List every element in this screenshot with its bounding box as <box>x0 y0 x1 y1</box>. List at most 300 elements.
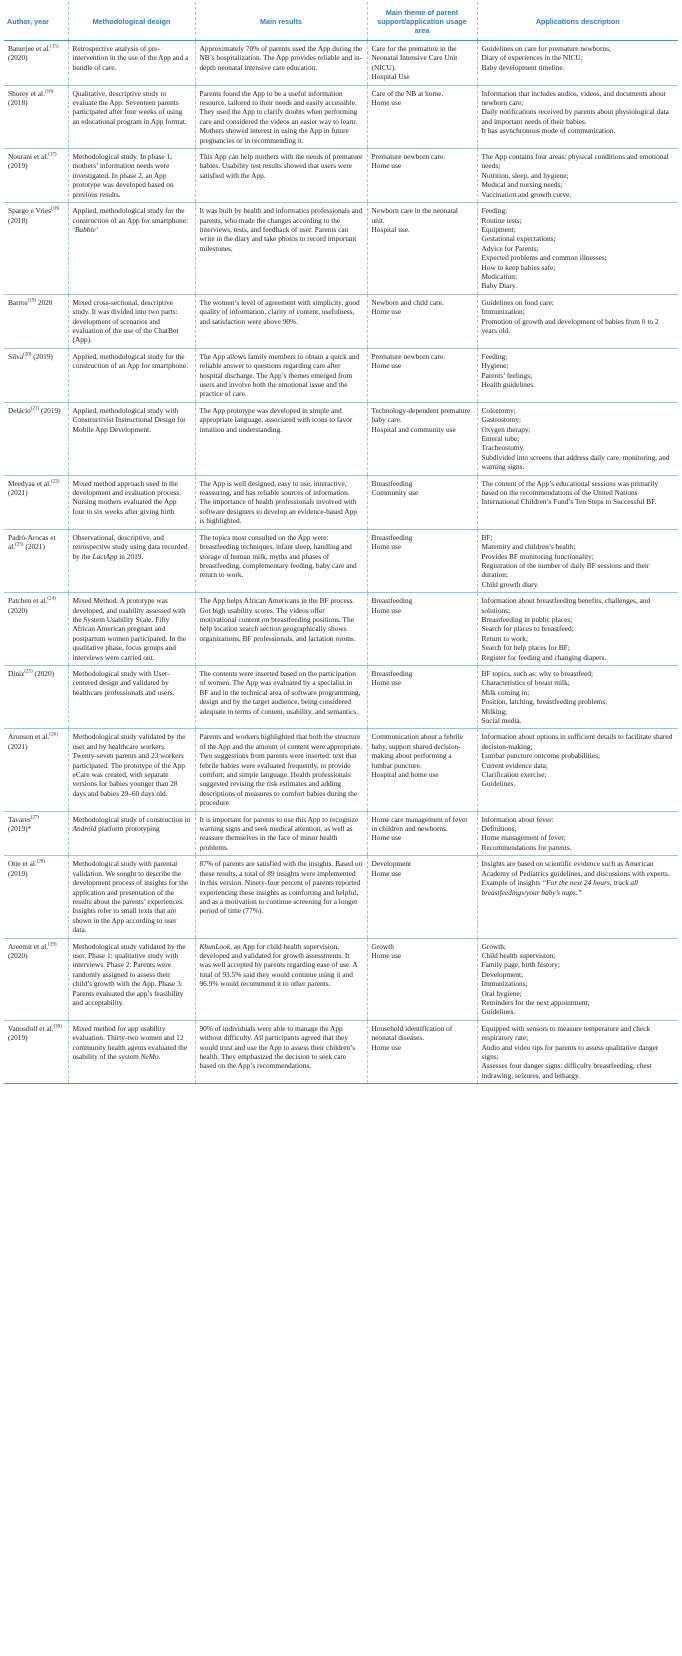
theme-line: Newborn care in the neonatal unit. <box>371 206 458 225</box>
apps-line: Child health supervision; <box>481 950 556 960</box>
theme-line: Technology-dependent premature baby care. <box>371 405 471 425</box>
text-run: Banerjee et al. <box>8 44 51 53</box>
text-run: ‘Babble’ <box>72 224 99 234</box>
design-text <box>73 732 191 798</box>
apps-line: Baby development timeline. <box>481 62 565 72</box>
text-run: Mixed method approach used in the development and evaluation process. Nursing mothers evaluated the App four to six weeks after giving birth <box>72 478 181 516</box>
apps-line: Guidelines. <box>481 1007 516 1017</box>
apps-cell <box>477 593 678 666</box>
apps-line: Immunization; <box>481 307 525 317</box>
text-run: Diniz <box>8 668 25 678</box>
author-text <box>8 89 64 108</box>
theme-line: Home use <box>371 678 402 688</box>
apps-line: Information about breastfeeding benefits, challenges, and solutions; <box>481 596 651 615</box>
apps-line: Family page, birth history; <box>481 960 560 970</box>
apps-line: The App contains four areas: physical conditions and emotional needs; <box>481 152 669 171</box>
apps-cell <box>477 203 678 295</box>
table-body <box>4 41 678 1084</box>
text-run: The contents were inserted based on the participation of women. The App was evaluated by a specialist in BF and in the technical area of software programming, design and by the target audience, being considered adequate in terms of content, usability, and semantics. <box>199 668 361 716</box>
results-cell <box>195 1020 367 1083</box>
theme-line: Home use <box>371 605 402 615</box>
text-run: Spargo e Vries <box>8 206 51 216</box>
results-cell <box>195 529 367 592</box>
apps-cell <box>477 1020 678 1083</box>
theme-cell <box>367 402 477 475</box>
text-run: Retrospective analysis of pre-intervention in the use of the App and a bundle of care. <box>72 44 189 72</box>
design-cell <box>68 475 195 529</box>
design-text <box>73 89 191 127</box>
design-cell <box>68 85 195 148</box>
text-run: Example of insights <box>481 878 543 888</box>
apps-cell <box>477 149 678 203</box>
results-text <box>200 406 363 434</box>
design-cell <box>68 938 195 1020</box>
apps-line: Current evidence data; <box>481 760 548 770</box>
author-cell <box>4 593 68 666</box>
results-cell <box>195 348 367 402</box>
apps-line: Information about options in sufficient details to facilitate shared decision-making; <box>481 732 673 751</box>
apps-line: Vaccination and growth curve. <box>481 189 572 199</box>
theme-line: Home use <box>371 307 402 317</box>
text-run: Methodological study with parental validation. We sought to describe the development process of insights for the application and presentation of the results about the parents’ experiences. Insights refer to small texts that are shown in the App according to user data. <box>72 859 189 935</box>
text-run: (2019) <box>39 405 61 415</box>
table-header <box>4 2 678 41</box>
design-cell <box>68 856 195 938</box>
apps-line: Oxygen therapy; <box>481 424 531 434</box>
design-text <box>73 596 191 662</box>
text-run: The App helps African Americans in the BF process. Got high usability scores. The videos offer motivational content on breastfeeding positions. The help location search section geographically shows organizations, BF professionals, and lactation rooms. <box>199 596 356 643</box>
apps-cell <box>477 811 678 856</box>
text-run: Meedyaa et al. <box>8 478 52 488</box>
author-cell <box>4 41 68 86</box>
text-run: Methodological study. In phase 1, mothers’ information needs were investigated. In phase 2, an App prototype was developed based on previous results. <box>72 152 174 199</box>
apps-line: Medical and nursing needs; <box>481 180 563 190</box>
text-run: (2019) <box>8 868 28 878</box>
apps-line: Development; <box>481 969 524 979</box>
apps-line: Baby Diary. <box>481 281 517 291</box>
results-cell <box>195 402 367 475</box>
author-text <box>8 44 64 63</box>
apps-line: Daily notifications received by parents about physiological data and important needs of their babies. <box>481 107 669 126</box>
theme-cell <box>367 529 477 592</box>
text-run: Android <box>72 824 97 834</box>
text-run: Approximately 70% of parents used the App during the NB’s hospitalization. The App provides reliable and in-depth neonatal intensive care education. <box>199 44 363 72</box>
text-run: Insights are based on scientific evidence such as American Academy of Pediatrics guidelines, and discussions with experts. <box>481 859 670 878</box>
results-cell <box>195 41 367 86</box>
theme-cell <box>367 811 477 856</box>
text-run: Aronson et al. <box>8 732 50 742</box>
design-text <box>73 406 191 434</box>
design-cell <box>68 593 195 666</box>
table-row <box>4 348 678 402</box>
apps-line: How to keep babies safe; <box>481 262 556 272</box>
author-cell <box>4 85 68 148</box>
apps-cell <box>477 856 678 938</box>
table-row <box>4 402 678 475</box>
theme-cell <box>367 203 477 295</box>
design-cell <box>68 729 195 811</box>
apps-line: It has asynchronous mode of communication. <box>481 126 616 136</box>
text-run: Vanosdoll et al. <box>8 1023 54 1033</box>
text-run: It is important for parents to use this App to recognize warning signs and seek medical attention, as well as reassure themselves in the face of minor health problems. <box>199 814 359 852</box>
text-run: The App is well designed, easy to use, interactive, reassuring, and has reliable sources of information. The importance of health professionals involved with software designers to develop an evidence-based App is highlighted. <box>199 478 357 526</box>
header-author-year: Author, year <box>4 2 68 41</box>
results-cell <box>195 203 367 295</box>
theme-line: Care for the premature in the Neonatal Intensive Care Unit (NICU). <box>371 44 458 72</box>
text-run: Padró-Arocas et al. <box>8 532 56 552</box>
author-cell <box>4 1020 68 1083</box>
design-cell <box>68 811 195 856</box>
apps-line: Milk coming in; <box>481 687 530 697</box>
apps-line: Guidelines. <box>481 779 516 789</box>
citation-ref: (26) <box>49 732 58 738</box>
apps-line: Recommendations for parents. <box>481 842 572 852</box>
text-run: Otte et al. <box>8 859 37 869</box>
text-run: Methodological study validated by the user. Phase 1: qualitative study with interviews. Phase 2: Parents were randomly assigned to assess their child’s growth with the App. Phase 3: Parents evaluated the app’s feasibility and acceptability. <box>72 941 186 1007</box>
theme-line: Home use <box>371 950 402 960</box>
theme-line: Home use <box>371 161 402 171</box>
apps-line: Advice for Parents; <box>481 243 539 253</box>
author-text <box>8 1024 64 1043</box>
text-run: (2020) <box>8 605 28 615</box>
author-text <box>8 669 64 678</box>
results-text <box>200 942 363 989</box>
author-cell <box>4 203 68 295</box>
results-cell <box>195 729 367 811</box>
apps-line: Social media. <box>481 716 522 725</box>
author-text <box>8 152 64 171</box>
table-row <box>4 475 678 529</box>
apps-line: Subdivided into screens that address daily care, monitoring, and warning signs. <box>481 452 670 472</box>
design-cell <box>68 402 195 475</box>
text-run: . <box>158 1052 161 1061</box>
theme-line: Growth <box>371 941 394 951</box>
apps-line: Tracheostomy. <box>481 443 525 453</box>
text-run: (2019) <box>8 1033 28 1043</box>
author-cell <box>4 475 68 529</box>
apps-line: Nutrition, sleep, and hygiene; <box>481 170 569 180</box>
results-text <box>200 815 363 853</box>
apps-line: Growth; <box>481 941 506 951</box>
table-row <box>4 529 678 592</box>
apps-cell <box>477 85 678 148</box>
apps-line: Registration of the number of daily BF sessions and their duration; <box>481 560 650 580</box>
apps-line: Lumbar puncture outcome probabilities; <box>481 751 600 761</box>
author-text <box>8 596 64 615</box>
text-run: Nourani et al. <box>8 152 49 162</box>
text-run: (2018) <box>8 98 28 108</box>
results-text <box>200 352 363 399</box>
theme-cell <box>367 1020 477 1083</box>
design-text <box>73 44 191 72</box>
theme-line: Newborn and child care. <box>371 297 444 307</box>
citation-ref: (30) <box>53 1024 62 1030</box>
author-cell <box>4 149 68 203</box>
text-run: Applied, methodological study with Constructivist Instructional Design for Mobile App Development. <box>72 405 186 434</box>
author-text <box>8 942 64 961</box>
theme-line: Hospital and community use <box>371 424 456 434</box>
apps-line: Information about fever: <box>481 814 554 824</box>
theme-cell <box>367 149 477 203</box>
apps-cell <box>477 475 678 529</box>
text-run: Observational, descriptive, and retrospective study using data recorded by the <box>72 532 188 561</box>
theme-line: Home use <box>371 542 402 552</box>
apps-line: Parents’ feelings; <box>481 370 533 380</box>
apps-line: Expected problems and common illnesses; <box>481 253 607 263</box>
apps-cell <box>477 348 678 402</box>
theme-cell <box>367 348 477 402</box>
text-run: Mixed method for app usability evaluation. Thirty-two women and 12 community health agents evaluated the usability of the system <box>72 1023 188 1061</box>
text-run: Tavares <box>8 814 31 824</box>
apps-line: Assesses four danger signs: difficulty breastfeeding, chest indrawing, seizures, and lethargy. <box>481 1061 652 1080</box>
apps-line: Search for help places for BF; <box>481 643 570 653</box>
design-text <box>73 1024 191 1062</box>
apps-line: Provides BF monitoring functionality; <box>481 551 594 561</box>
apps-line: Feeding; <box>481 351 508 361</box>
apps-cell <box>477 729 678 811</box>
author-text <box>8 206 64 225</box>
apps-line: Enteral tube; <box>481 434 520 444</box>
author-cell <box>4 665 68 728</box>
citation-ref: (29) <box>48 942 57 948</box>
apps-line: Child growth diary. <box>481 579 539 589</box>
citation-ref: (17) <box>48 152 57 158</box>
table-row <box>4 729 678 811</box>
results-text <box>200 89 363 145</box>
citation-ref: (15) <box>50 44 59 50</box>
citation-ref: (21) <box>30 406 40 412</box>
table-row <box>4 593 678 666</box>
results-text <box>200 1024 363 1071</box>
table-row <box>4 811 678 856</box>
header-row <box>4 2 678 41</box>
apps-line: Hygiene; <box>481 361 509 371</box>
design-cell <box>68 149 195 203</box>
table-row <box>4 203 678 295</box>
text-run: Patchen et al. <box>8 596 48 606</box>
results-cell <box>195 294 367 348</box>
design-text <box>73 298 191 345</box>
apps-line: Reminders for the next appointment; <box>481 997 590 1007</box>
apps-line: Immunizations; <box>481 979 528 989</box>
text-run: NeMo <box>140 1052 159 1061</box>
header-main-results: Main results <box>195 2 367 41</box>
author-text <box>8 406 64 415</box>
design-text <box>73 479 191 517</box>
text-run: 90% of individuals were able to manage the App without difficulty. All participants agreed that they would trust and use the App to assess their children’s health. They emphasized the decision to seek care based on the App’s recommendations. <box>199 1023 356 1071</box>
table-row <box>4 856 678 938</box>
citation-ref: (20) <box>23 352 32 358</box>
text-run: The topics most consulted on the App were: breastfeeding techniques, infant sleep, handling and storage of human milk, myths and phases of breastfeeding, complementary feeding, baby care and return to work. <box>199 532 357 580</box>
apps-line: Audio and video tips for parents to assess qualitative danger signs; <box>481 1042 659 1061</box>
design-text <box>73 152 191 199</box>
apps-line: Medication; <box>481 271 517 281</box>
theme-line: Development <box>371 859 412 869</box>
text-run: Silva <box>8 351 24 361</box>
text-run: (2021) <box>23 542 45 552</box>
text-run: (2020) <box>8 53 28 63</box>
apps-line: Colostomy; <box>481 405 516 415</box>
apps-line: Position, latching, breastfeeding problems; <box>481 697 608 707</box>
text-run: This App can help mothers with the needs of premature babies. Usability test results showed that users were satisfied with the App. <box>199 152 363 180</box>
design-cell <box>68 1020 195 1083</box>
header-main-theme: Main theme of parent support/application usage area <box>367 2 477 41</box>
text-run: Applied, methodological study for the construction of an App for smartphone: <box>72 351 189 371</box>
theme-line: Breastfeeding <box>371 668 413 678</box>
text-run: Qualitative, descriptive study to evaluate the App. Seventeen parents participated after four weeks of using an educational program in App format. <box>72 88 187 126</box>
theme-line: Breastfeeding <box>371 478 413 488</box>
apps-line: Definitions; <box>481 824 517 834</box>
apps-line: Gastrostomy; <box>481 415 522 425</box>
citation-ref: (25) <box>24 669 33 675</box>
design-text <box>73 669 191 697</box>
text-run: (2018) <box>8 215 28 225</box>
author-text <box>8 298 64 307</box>
results-text <box>200 206 363 253</box>
results-text <box>200 669 363 716</box>
author-text <box>8 352 64 361</box>
theme-line: Home use <box>371 361 402 371</box>
results-text <box>200 298 363 326</box>
text-run: Parents found the App to be a useful information resource, tailored to their needs and easily accessible. They used the App to clarify doubts when performing care and considered the videos an easier way to learn. Mothers showed interest in using the App in future pregnancies or in recommending it. <box>199 88 358 145</box>
design-text <box>73 859 191 934</box>
apps-line: Health guidelines. <box>481 380 535 389</box>
text-run: platform prototyping <box>96 824 160 834</box>
theme-cell <box>367 475 477 529</box>
results-text <box>200 732 363 807</box>
design-cell <box>68 665 195 728</box>
header-applications-description: Applications description <box>477 2 678 41</box>
theme-cell <box>367 938 477 1020</box>
theme-line: Community use <box>371 488 419 498</box>
studies-table <box>4 2 678 1084</box>
apps-cell <box>477 665 678 728</box>
design-text <box>73 352 191 371</box>
author-cell <box>4 856 68 938</box>
theme-line: Premature newborn care. <box>371 152 446 162</box>
text-run: (2020) <box>8 950 28 960</box>
results-cell <box>195 149 367 203</box>
apps-line: Home management of fever; <box>481 833 566 843</box>
theme-cell <box>367 294 477 348</box>
apps-line: Maternity and children’s health; <box>481 542 576 552</box>
theme-line: Home use <box>371 1042 402 1052</box>
apps-line: Characteristics of breast milk; <box>481 678 570 688</box>
citation-ref: (16) <box>44 89 54 95</box>
apps-line: Return to work; <box>481 633 529 643</box>
apps-line: Equipment; <box>481 224 516 234</box>
results-cell <box>195 475 367 529</box>
apps-line: Feeding; <box>481 206 508 216</box>
table-row <box>4 41 678 86</box>
theme-cell <box>367 41 477 86</box>
theme-line: Household identification of neonatal diseases. <box>371 1023 453 1043</box>
author-cell <box>4 938 68 1020</box>
header-methodological-design: Methodological design <box>68 2 195 41</box>
apps-line: Diary of experiences in the NICU; <box>481 53 583 63</box>
apps-line: Clarification exercise; <box>481 770 547 780</box>
theme-line: Home use <box>371 833 402 843</box>
theme-line: Hospital and home use <box>371 770 439 780</box>
apps-line <box>482 859 675 878</box>
author-cell <box>4 402 68 475</box>
author-text <box>8 732 64 751</box>
apps-line: Oral hygiene; <box>481 988 522 998</box>
citation-ref: (28) <box>36 859 46 865</box>
theme-cell <box>367 856 477 938</box>
theme-line: Breastfeeding <box>371 532 413 542</box>
theme-line: Care of the NB at home. <box>371 88 444 98</box>
citation-ref: (27) <box>30 815 40 821</box>
author-text <box>8 533 64 552</box>
results-cell <box>195 811 367 856</box>
results-cell <box>195 938 367 1020</box>
author-cell <box>4 294 68 348</box>
text-run: Mixed Method. A prototype was developed, and usability assessed with the System Usability Scale. Fifty African American pregnant and postpartum women participated. In the qualitative phase, focus groups and interviews were carried out. <box>72 596 187 662</box>
text-run: Methodological study with User-centered design and validated by healthcare professionals and users. <box>72 668 175 697</box>
citation-ref: (18) <box>50 206 60 212</box>
text-run: (2019)* <box>8 824 32 834</box>
theme-cell <box>367 85 477 148</box>
apps-line: BF topics, such as: why to breastfeed; <box>481 668 594 678</box>
text-run: 2020 <box>35 297 53 307</box>
theme-line: Home use <box>371 98 402 108</box>
design-text <box>73 206 191 234</box>
apps-cell <box>477 294 678 348</box>
citation-ref: (24) <box>47 596 56 602</box>
author-text <box>8 859 64 878</box>
table-row <box>4 1020 678 1083</box>
text-run: Delácio <box>8 405 31 415</box>
apps-line: The content of the App’s educational sessions was primarily based on the recommendations of the United Nations International Children’s Fund’s Ten Steps to Successful BF. <box>481 478 659 507</box>
apps-cell <box>477 938 678 1020</box>
text-run: The App allows family members to obtain a quick and reliable answer to questions regarding care after hospital discharge. The App’s themes emerged from users and involve both the emotional issue and the practice of care. <box>199 351 360 399</box>
apps-line: Guidelines on care for premature newborns; <box>481 44 611 53</box>
text-run: Methodological study of construction in <box>72 814 191 824</box>
results-text <box>200 479 363 526</box>
table-row <box>4 665 678 728</box>
results-text <box>200 859 363 915</box>
text-run: KhunLook <box>199 941 231 951</box>
design-text <box>73 815 191 834</box>
text-run: Barros <box>8 297 28 307</box>
results-text <box>200 596 363 643</box>
text-run: (2019) <box>31 351 53 361</box>
apps-line: Information that includes audios, videos, and documents about newborn care; <box>481 88 666 108</box>
author-cell <box>4 811 68 856</box>
text-run: (2019) <box>8 161 28 171</box>
text-run: The women’s level of agreement with simplicity, good quality of information, clarity of content, usefulness, and satisfaction were above 90%. <box>199 297 360 326</box>
theme-line: Premature newborn care. <box>371 351 446 361</box>
design-cell <box>68 294 195 348</box>
apps-line: Milking; <box>481 706 508 716</box>
text-run: 87% of parents are satisfied with the insights. Based on these results, a total of 89 insights were implemented in this version. Ninety-four percent of parents reported experiencing these insights as comforting and helpful, and as a motivation to continue screening for a longer period of time (77%). <box>199 859 363 916</box>
apps-line <box>482 878 675 897</box>
theme-cell <box>367 593 477 666</box>
theme-line: Hospital use. <box>371 224 410 234</box>
text-run: Applied, methodological study for the construction of an App for smartphone: <box>72 206 189 225</box>
text-run: Methodological study validated by the user and by healthcare workers. Twenty-seven parents and 23 workers participated. The prototype of the App eCare was created, with separate versions for babies younger than 28 days and babies 29–60 days old. <box>72 732 186 798</box>
author-cell <box>4 348 68 402</box>
results-cell <box>195 85 367 148</box>
apps-line: Promotion of growth and development of babies from 0 to 2 years old. <box>481 316 659 335</box>
results-text <box>200 44 363 72</box>
results-text <box>200 533 363 580</box>
author-cell <box>4 729 68 811</box>
text-run: Areemit et al. <box>8 941 49 951</box>
design-text <box>73 533 191 561</box>
apps-line: Search for places to breastfeed; <box>481 624 574 634</box>
